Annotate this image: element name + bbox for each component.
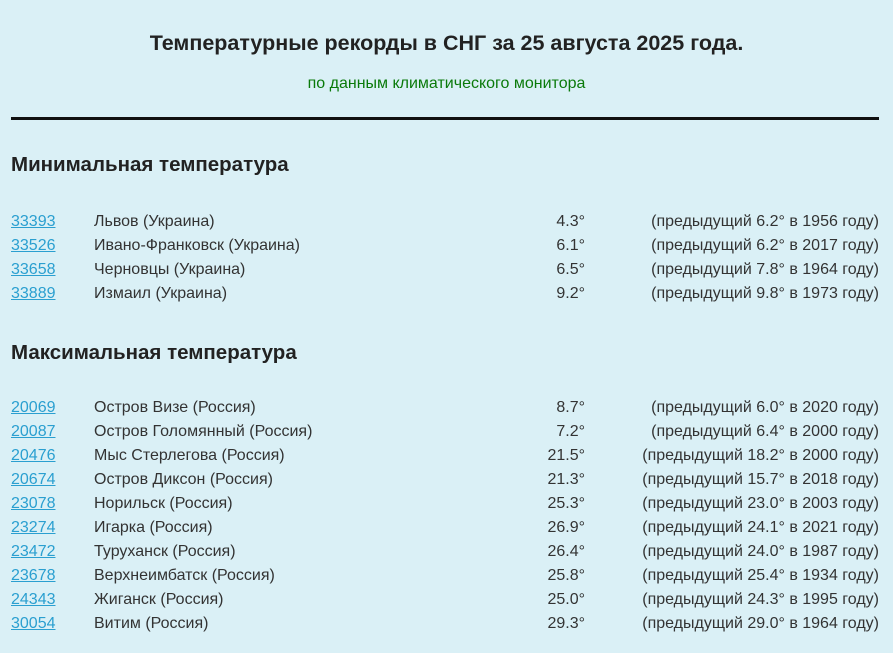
record-temperature: 21.5° bbox=[547, 447, 585, 464]
station-name: Ивано-Франковск (Украина) bbox=[94, 237, 300, 254]
record-temperature: 6.1° bbox=[556, 237, 585, 254]
previous-record: (предыдущий 9.8° в 1973 году) bbox=[651, 285, 879, 302]
previous-record: (предыдущий 29.0° в 1964 году) bbox=[642, 615, 879, 632]
station-name: Остров Визе (Россия) bbox=[94, 399, 256, 416]
station-code-link[interactable]: 20087 bbox=[11, 423, 56, 440]
station-code-link[interactable]: 30054 bbox=[11, 615, 56, 632]
record-row bbox=[0, 258, 893, 282]
record-row bbox=[0, 282, 893, 306]
station-code-link[interactable]: 20674 bbox=[11, 471, 56, 488]
station-name: Черновцы (Украина) bbox=[94, 261, 246, 278]
previous-record: (предыдущий 24.0° в 1987 году) bbox=[642, 543, 879, 560]
record-temperature: 21.3° bbox=[547, 471, 585, 488]
previous-record: (предыдущий 25.4° в 1934 году) bbox=[642, 567, 879, 584]
record-row bbox=[0, 564, 893, 588]
page-title: Температурные рекорды в СНГ за 25 августа 2025 года. bbox=[149, 31, 744, 55]
previous-record: (предыдущий 6.2° в 2017 году) bbox=[651, 237, 879, 254]
station-name: Жиганск (Россия) bbox=[94, 591, 224, 608]
record-row bbox=[0, 444, 893, 468]
previous-record: (предыдущий 7.8° в 1964 году) bbox=[651, 261, 879, 278]
station-name: Львов (Украина) bbox=[94, 213, 215, 230]
previous-record: (предыдущий 15.7° в 2018 году) bbox=[642, 471, 879, 488]
record-row bbox=[0, 612, 893, 636]
station-code-link[interactable]: 20069 bbox=[11, 399, 56, 416]
previous-record: (предыдущий 18.2° в 2000 году) bbox=[642, 447, 879, 464]
record-row bbox=[0, 468, 893, 492]
station-name: Мыс Стерлегова (Россия) bbox=[94, 447, 285, 464]
record-row bbox=[0, 234, 893, 258]
station-name: Измаил (Украина) bbox=[94, 285, 228, 302]
station-code-link[interactable]: 23678 bbox=[11, 567, 56, 584]
station-name: Туруханск (Россия) bbox=[94, 543, 236, 560]
station-code-link[interactable]: 33393 bbox=[11, 213, 56, 230]
station-name: Витим (Россия) bbox=[94, 615, 209, 632]
station-code-link[interactable]: 23078 bbox=[11, 495, 56, 512]
station-code-link[interactable]: 20476 bbox=[11, 447, 56, 464]
record-row bbox=[0, 210, 893, 234]
record-row bbox=[0, 492, 893, 516]
section-title-min: Минимальная температура bbox=[11, 153, 289, 176]
station-code-link[interactable]: 24343 bbox=[11, 591, 56, 608]
record-temperature: 25.3° bbox=[547, 495, 585, 512]
record-temperature: 25.8° bbox=[547, 567, 585, 584]
record-row bbox=[0, 396, 893, 420]
station-code-link[interactable]: 33889 bbox=[11, 285, 56, 302]
station-code-link[interactable]: 33526 bbox=[11, 237, 56, 254]
record-temperature: 6.5° bbox=[556, 261, 585, 278]
station-code-link[interactable]: 23472 bbox=[11, 543, 56, 560]
record-row bbox=[0, 420, 893, 444]
station-code-link[interactable]: 33658 bbox=[11, 261, 56, 278]
record-temperature: 7.2° bbox=[556, 423, 585, 440]
record-temperature: 9.2° bbox=[556, 285, 585, 302]
previous-record: (предыдущий 24.3° в 1995 году) bbox=[642, 591, 879, 608]
record-temperature: 29.3° bbox=[547, 615, 585, 632]
record-temperature: 4.3° bbox=[556, 213, 585, 230]
divider bbox=[11, 117, 879, 120]
previous-record: (предыдущий 6.4° в 2000 году) bbox=[651, 423, 879, 440]
record-temperature: 26.4° bbox=[547, 543, 585, 560]
previous-record: (предыдущий 24.1° в 2021 году) bbox=[642, 519, 879, 536]
previous-record: (предыдущий 6.0° в 2020 году) bbox=[651, 399, 879, 416]
station-name: Норильск (Россия) bbox=[94, 495, 233, 512]
record-temperature: 26.9° bbox=[547, 519, 585, 536]
record-row bbox=[0, 516, 893, 540]
record-temperature: 8.7° bbox=[556, 399, 585, 416]
station-code-link[interactable]: 23274 bbox=[11, 519, 56, 536]
section-title-max: Максимальная температура bbox=[11, 341, 297, 364]
record-temperature: 25.0° bbox=[547, 591, 585, 608]
station-name: Верхнеимбатск (Россия) bbox=[94, 567, 275, 584]
station-name: Остров Диксон (Россия) bbox=[94, 471, 273, 488]
page-subtitle: по данным климатического монитора bbox=[307, 75, 586, 92]
records-list-min bbox=[0, 210, 893, 306]
record-row bbox=[0, 588, 893, 612]
record-row bbox=[0, 540, 893, 564]
station-name: Игарка (Россия) bbox=[94, 519, 213, 536]
previous-record: (предыдущий 23.0° в 2003 году) bbox=[642, 495, 879, 512]
station-name: Остров Голомянный (Россия) bbox=[94, 423, 313, 440]
records-list-max bbox=[0, 396, 893, 636]
previous-record: (предыдущий 6.2° в 1956 году) bbox=[651, 213, 879, 230]
